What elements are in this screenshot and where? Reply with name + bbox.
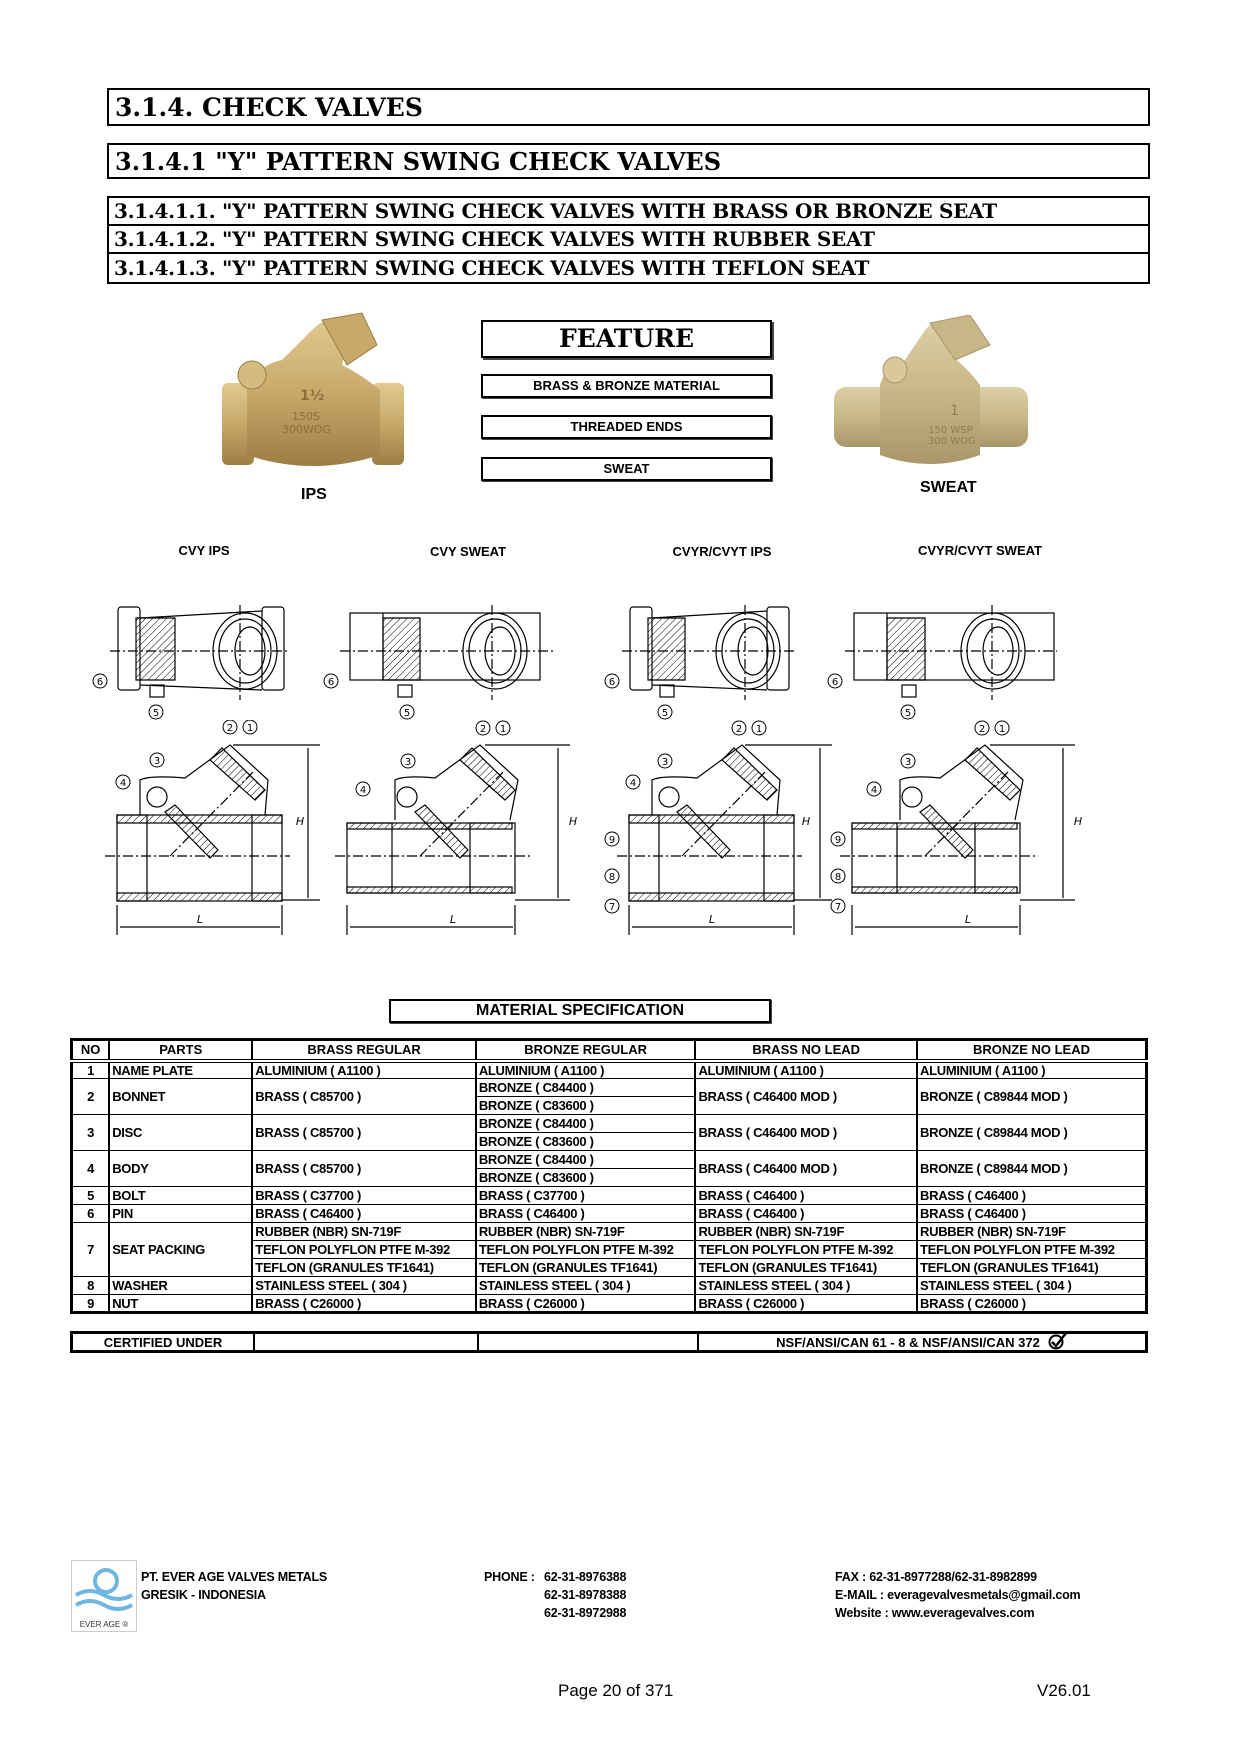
- website-link[interactable]: Website : www.everagevalves.com: [835, 1606, 1035, 1620]
- svg-text:1: 1: [998, 724, 1006, 735]
- svg-text:2: 2: [978, 724, 986, 735]
- cell-brass-no-lead: BRASS ( C46400 ): [695, 1205, 917, 1223]
- svg-text:5: 5: [904, 708, 912, 719]
- cell-brass-regular: STAINLESS STEEL ( 304 ): [252, 1277, 476, 1295]
- cell-no: 6: [72, 1205, 110, 1223]
- table-row: [72, 1115, 1147, 1133]
- cell-brass-regular: BRASS ( C37700 ): [252, 1187, 476, 1205]
- svg-text:6: 6: [327, 677, 335, 688]
- svg-text:H: H: [801, 815, 811, 828]
- cell-bronze-no-lead: BRONZE ( C89844 MOD ): [917, 1151, 1146, 1187]
- email-link[interactable]: E-MAIL : everagevalvesmetals@gmail.com: [835, 1588, 1081, 1602]
- version-label: V26.01: [1037, 1681, 1091, 1700]
- cell-no: 8: [72, 1277, 110, 1295]
- table-row: [72, 1079, 1147, 1097]
- cell-bronze-regular: BRASS ( C26000 ): [476, 1295, 696, 1313]
- table-row: [72, 1061, 1147, 1079]
- cell-bronze-regular: BRONZE ( C83600 ): [476, 1133, 696, 1151]
- svg-text:6: 6: [96, 677, 104, 688]
- cell-bronze-no-lead: TEFLON POLYFLON PTFE M-392: [917, 1241, 1146, 1259]
- cell-no: 5: [72, 1187, 110, 1205]
- certification-text: NSF/ANSI/CAN 61 - 8 & NSF/ANSI/CAN 372: [776, 1334, 1040, 1350]
- cell-bronze-regular: ALUMINIUM ( A1100 ): [476, 1061, 696, 1079]
- company-logo: [71, 1560, 137, 1632]
- cell-brass-no-lead: BRASS ( C46400 MOD ): [695, 1115, 917, 1151]
- svg-text:5: 5: [403, 708, 411, 719]
- cell-bronze-regular: STAINLESS STEEL ( 304 ): [476, 1277, 696, 1295]
- cell-brass-no-lead: BRASS ( C46400 ): [695, 1187, 917, 1205]
- subsection-heading-brass-bronze-seat: 3.1.4.1.1. "Y" PATTERN SWING CHECK VALVES WITH BRASS OR BRONZE SEAT: [109, 198, 1148, 226]
- table-row: [72, 1151, 1147, 1169]
- svg-text:L: L: [708, 913, 716, 926]
- svg-text:3: 3: [661, 757, 669, 768]
- svg-text:5: 5: [661, 708, 669, 719]
- table-row: [72, 1223, 1147, 1241]
- certified-row: [70, 1331, 1148, 1353]
- cell-part: SEAT PACKING: [109, 1223, 252, 1277]
- feature-item-sweat: SWEAT: [481, 457, 772, 481]
- phone-numbers: [544, 1568, 626, 1622]
- section-heading-y-pattern: 3.1.4.1 "Y" PATTERN SWING CHECK VALVES: [107, 143, 1150, 179]
- svg-text:150 WSP: 150 WSP: [928, 425, 973, 436]
- svg-text:3: 3: [904, 757, 912, 768]
- cell-bronze-regular: BRASS ( C46400 ): [476, 1205, 696, 1223]
- table-row: [72, 1187, 1147, 1205]
- svg-text:L: L: [196, 913, 204, 926]
- cell-no: 4: [72, 1151, 110, 1187]
- section-view-diagrams: [0, 720, 1241, 940]
- certified-bronze-regular: [479, 1334, 699, 1350]
- diagram-title-cvy-ips: CVY IPS: [178, 543, 230, 558]
- cell-part: BOLT: [109, 1187, 252, 1205]
- cell-part: BONNET: [109, 1079, 252, 1115]
- cell-brass-regular: BRASS ( C26000 ): [252, 1295, 476, 1313]
- svg-text:2: 2: [226, 723, 234, 734]
- cell-brass-no-lead: BRASS ( C46400 MOD ): [695, 1079, 917, 1115]
- cell-brass-no-lead: TEFLON POLYFLON PTFE M-392: [695, 1241, 917, 1259]
- cell-bronze-no-lead: STAINLESS STEEL ( 304 ): [917, 1277, 1146, 1295]
- svg-text:4: 4: [870, 785, 878, 796]
- subsection-heading-group: [107, 196, 1150, 284]
- svg-text:300 WOG: 300 WOG: [928, 436, 976, 447]
- svg-text:3: 3: [153, 756, 161, 767]
- cell-no: 1: [72, 1061, 110, 1079]
- cell-brass-regular: BRASS ( C85700 ): [252, 1079, 476, 1115]
- fax: FAX : 62-31-8977288/62-31-8982899: [835, 1570, 1037, 1584]
- diagram-title-cvyr-cvyt-ips: CVYR/CVYT IPS: [672, 544, 772, 559]
- material-spec-title: MATERIAL SPECIFICATION: [389, 999, 771, 1023]
- svg-text:L: L: [449, 913, 457, 926]
- cell-bronze-no-lead: RUBBER (NBR) SN-719F: [917, 1223, 1146, 1241]
- phone-number: 62-31-8972988: [544, 1606, 627, 1620]
- cell-bronze-regular: BRONZE ( C84400 ): [476, 1115, 696, 1133]
- svg-text:1: 1: [755, 724, 763, 735]
- section-heading-check-valves: 3.1.4. CHECK VALVES: [107, 88, 1150, 126]
- cell-no: 9: [72, 1295, 110, 1313]
- cell-brass-no-lead: RUBBER (NBR) SN-719F: [695, 1223, 917, 1241]
- cell-bronze-regular: BRONZE ( C84400 ): [476, 1079, 696, 1097]
- table-row: [72, 1277, 1147, 1295]
- feature-title: FEATURE: [481, 320, 772, 358]
- col-header-bronze-no-lead: BRONZE NO LEAD: [917, 1040, 1146, 1061]
- cell-brass-no-lead: ALUMINIUM ( A1100 ): [695, 1061, 917, 1079]
- subsection-heading-teflon-seat: 3.1.4.1.3. "Y" PATTERN SWING CHECK VALVES WITH TEFLON SEAT: [114, 256, 870, 280]
- col-header-parts: PARTS: [109, 1040, 252, 1061]
- svg-text:8: 8: [608, 872, 616, 883]
- svg-text:3: 3: [404, 757, 412, 768]
- company-info: [141, 1568, 327, 1604]
- feature-item-threaded-ends: THREADED ENDS: [481, 415, 772, 439]
- svg-text:H: H: [295, 815, 305, 828]
- svg-text:H: H: [568, 815, 578, 828]
- cell-bronze-regular: BRASS ( C37700 ): [476, 1187, 696, 1205]
- logo-text: EVER AGE ®: [79, 1620, 129, 1629]
- svg-text:6: 6: [831, 677, 839, 688]
- product-photo-ips: [212, 305, 412, 480]
- cell-part: PIN: [109, 1205, 252, 1223]
- cell-brass-no-lead: BRASS ( C46400 MOD ): [695, 1151, 917, 1187]
- col-header-bronze-regular: BRONZE REGULAR: [476, 1040, 696, 1061]
- cell-part: NUT: [109, 1295, 252, 1313]
- cell-bronze-no-lead: BRASS ( C26000 ): [917, 1295, 1146, 1313]
- table-row: [72, 1295, 1147, 1313]
- svg-text:2: 2: [479, 724, 487, 735]
- product-photo-sweat: [830, 315, 1030, 475]
- col-header-brass-no-lead: BRASS NO LEAD: [695, 1040, 917, 1061]
- phone-number: 62-31-8976388: [544, 1570, 627, 1584]
- top-view-diagrams: [0, 595, 1241, 725]
- cell-bronze-no-lead: ALUMINIUM ( A1100 ): [917, 1061, 1146, 1079]
- check-seal-icon: [1048, 1332, 1068, 1353]
- material-spec-table: [70, 1038, 1148, 1314]
- photo-label-ips: IPS: [301, 486, 327, 503]
- cell-bronze-regular: BRONZE ( C83600 ): [476, 1169, 696, 1187]
- svg-text:1: 1: [246, 723, 254, 734]
- svg-text:5: 5: [152, 708, 160, 719]
- svg-text:8: 8: [834, 872, 842, 883]
- cell-brass-no-lead: BRASS ( C26000 ): [695, 1295, 917, 1313]
- phone-label: PHONE :: [484, 1570, 535, 1584]
- svg-text:6: 6: [608, 677, 616, 688]
- cell-brass-regular: BRASS ( C85700 ): [252, 1115, 476, 1151]
- company-location: GRESIK - INDONESIA: [141, 1588, 266, 1602]
- svg-text:L: L: [964, 913, 972, 926]
- cell-bronze-no-lead: BRONZE ( C89844 MOD ): [917, 1079, 1146, 1115]
- svg-text:1: 1: [499, 724, 507, 735]
- svg-text:4: 4: [119, 778, 127, 789]
- cell-brass-regular: TEFLON POLYFLON PTFE M-392: [252, 1241, 476, 1259]
- cell-part: WASHER: [109, 1277, 252, 1295]
- diagram-title-cvyr-cvyt-sweat: CVYR/CVYT SWEAT: [918, 543, 1042, 558]
- svg-text:150S: 150S: [292, 410, 320, 423]
- phone-number: 62-31-8978388: [544, 1588, 627, 1602]
- svg-text:4: 4: [629, 778, 637, 789]
- photo-label-sweat: SWEAT: [920, 479, 977, 496]
- svg-text:7: 7: [608, 902, 616, 913]
- contact-info: [835, 1568, 1080, 1622]
- cell-bronze-regular: TEFLON (GRANULES TF1641): [476, 1259, 696, 1277]
- certified-label: CERTIFIED UNDER: [73, 1334, 255, 1350]
- cell-brass-no-lead: TEFLON (GRANULES TF1641): [695, 1259, 917, 1277]
- feature-item-material: BRASS & BRONZE MATERIAL: [481, 374, 772, 398]
- cell-bronze-regular: RUBBER (NBR) SN-719F: [476, 1223, 696, 1241]
- cell-brass-no-lead: STAINLESS STEEL ( 304 ): [695, 1277, 917, 1295]
- cell-brass-regular: BRASS ( C46400 ): [252, 1205, 476, 1223]
- col-header-brass-regular: BRASS REGULAR: [252, 1040, 476, 1061]
- cell-part: BODY: [109, 1151, 252, 1187]
- svg-text:9: 9: [608, 835, 616, 846]
- cell-bronze-no-lead: BRONZE ( C89844 MOD ): [917, 1115, 1146, 1151]
- svg-text:300WOG: 300WOG: [282, 423, 332, 436]
- subsection-heading-rubber-seat: 3.1.4.1.2. "Y" PATTERN SWING CHECK VALVES WITH RUBBER SEAT: [109, 226, 1148, 254]
- svg-text:9: 9: [834, 835, 842, 846]
- company-name: PT. EVER AGE VALVES METALS: [141, 1570, 328, 1584]
- cell-brass-regular: TEFLON (GRANULES TF1641): [252, 1259, 476, 1277]
- table-row: [72, 1205, 1147, 1223]
- certified-no-lead: [699, 1334, 1145, 1350]
- certified-brass-regular: [255, 1334, 479, 1350]
- svg-text:2: 2: [735, 724, 743, 735]
- cell-no: 3: [72, 1115, 110, 1151]
- svg-text:1½: 1½: [300, 388, 325, 404]
- svg-text:7: 7: [834, 902, 842, 913]
- cell-brass-regular: BRASS ( C85700 ): [252, 1151, 476, 1187]
- cell-brass-regular: ALUMINIUM ( A1100 ): [252, 1061, 476, 1079]
- diagram-title-cvy-sweat: CVY SWEAT: [429, 544, 507, 559]
- cell-part: NAME PLATE: [109, 1061, 252, 1079]
- cell-bronze-regular: BRONZE ( C84400 ): [476, 1151, 696, 1169]
- cell-brass-regular: RUBBER (NBR) SN-719F: [252, 1223, 476, 1241]
- page-number: Page 20 of 371: [558, 1681, 674, 1700]
- cell-bronze-no-lead: BRASS ( C46400 ): [917, 1187, 1146, 1205]
- svg-text:H: H: [1073, 815, 1083, 828]
- col-header-no: NO: [72, 1040, 110, 1061]
- table-header-row: [72, 1040, 1147, 1061]
- cell-no: 2: [72, 1079, 110, 1115]
- cell-no: 7: [72, 1223, 110, 1277]
- svg-text:4: 4: [359, 785, 367, 796]
- svg-text:1: 1: [950, 403, 959, 419]
- cell-bronze-no-lead: TEFLON (GRANULES TF1641): [917, 1259, 1146, 1277]
- cell-bronze-regular: TEFLON POLYFLON PTFE M-392: [476, 1241, 696, 1259]
- cell-part: DISC: [109, 1115, 252, 1151]
- cell-bronze-no-lead: BRASS ( C46400 ): [917, 1205, 1146, 1223]
- cell-bronze-regular: BRONZE ( C83600 ): [476, 1097, 696, 1115]
